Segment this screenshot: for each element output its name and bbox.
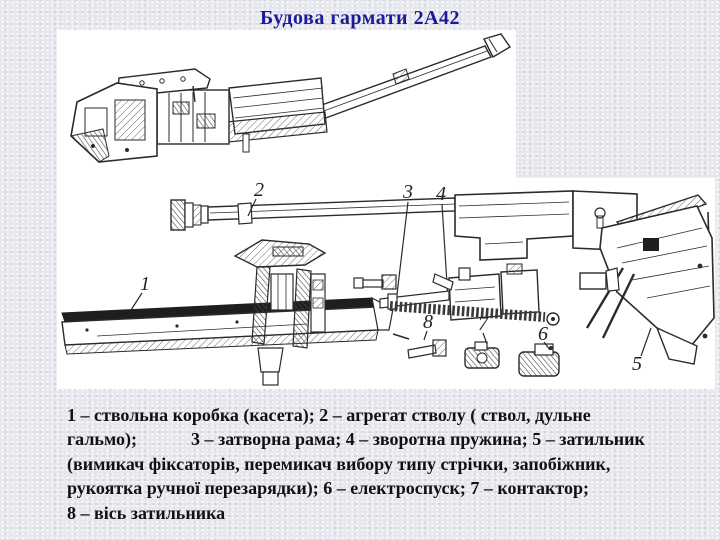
part-label-7-group bbox=[478, 313, 489, 344]
part-label-8-group bbox=[423, 311, 433, 340]
part-label-5-group bbox=[632, 328, 651, 375]
caption-line-2: гальмо); 3 – затворна рама; 4 – зворотна пружина; 5 – затильник bbox=[67, 429, 645, 450]
caption-line-5: 8 – вісь затильника bbox=[67, 502, 226, 523]
caption-line-1: 1 – ствольна коробка (касета); 2 – агрегат стволу ( ствол, дульне bbox=[67, 405, 591, 425]
part-label-2: 2 bbox=[254, 179, 264, 201]
part-label-6: 6 bbox=[538, 323, 548, 345]
caption-line-4: рукоятка ручної перезарядки); 6 – електроспуск; 7 – контактор; bbox=[67, 478, 589, 499]
assembled-gun-drawing bbox=[57, 30, 516, 178]
part-electric-trigger bbox=[519, 344, 559, 376]
figure-parts-panel bbox=[57, 178, 715, 389]
part-label-7: 7 bbox=[478, 313, 488, 335]
part-butt-axis bbox=[408, 340, 446, 358]
assembled-feed-mechanism bbox=[157, 90, 229, 144]
part-label-1: 1 bbox=[140, 273, 150, 295]
figure-assembled-gun-panel bbox=[57, 30, 516, 178]
parts-diagram bbox=[57, 178, 715, 389]
part-contactor bbox=[465, 342, 499, 368]
part-label-3: 3 bbox=[403, 181, 413, 203]
caption-line-3: (вимикач фіксаторів, перемикач вибору типу стрічки, запобіжник, bbox=[67, 453, 611, 474]
assembled-receiver bbox=[71, 83, 157, 162]
part-label-1-group bbox=[131, 273, 150, 310]
part-label-4: 4 bbox=[436, 183, 446, 205]
part-receiver-box bbox=[62, 298, 409, 354]
assembled-barrel bbox=[319, 34, 510, 119]
part-label-8: 8 bbox=[423, 311, 433, 333]
caption-block bbox=[67, 403, 717, 525]
part-label-5: 5 bbox=[632, 353, 642, 375]
slide-title: Будова гармати 2А42 bbox=[259, 7, 461, 29]
part-gas-piston bbox=[354, 275, 396, 289]
